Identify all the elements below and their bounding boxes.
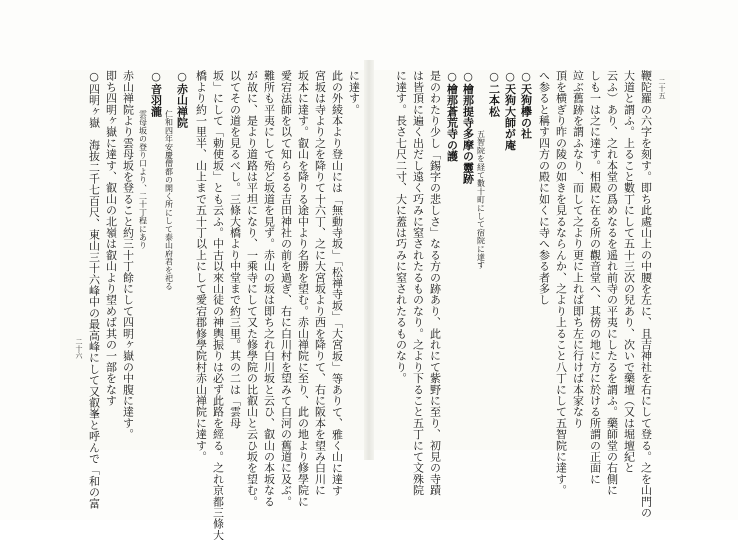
left-col-8: 以てその道を見るべし。三條大橋より中堂まで約三里。其の二は「雲母 [228,70,242,429]
right-heading-sacred-site: ○檜那提寺多摩の靈跡 [461,70,475,184]
right-col-3: 云ふ）あり、之れ本堂の爲めなるを遥れ前寺の平夷にしたるを謂ふ。藥師堂の右側に [605,70,619,496]
left-note-2: 雲母坂の登り口より、二十丁程にあり [138,110,148,250]
right-col-5: 竝ぶ舊跡を謂ふなり、而して之より更に上れば即ち左に行けば本家なり [571,70,585,429]
left-heading-sekizan-zenin: ○赤山禅院 [175,70,189,128]
left-note-1: 仁和四年安慶僧都の開く所にして泰山府君を祀る [164,110,174,291]
right-page [374,70,680,518]
right-note-1: 五智院を経て數十町にして宿院に達す [476,130,486,270]
right-page-number: 二十五 [658,78,666,99]
right-heading-temple-guard: ○檜那蒼荒寺の護 [445,70,459,162]
left-col-10: 橋より約一里半、山上まで五十丁以上にして愛宕郡修學院村赤山禅院に達す。 [194,70,208,462]
right-col-16: に達す。長さ七尺二寸、大に蓋は巧みに窒されたるものなり。 [394,70,408,384]
left-col-15: 赤山禅院より雲母坂を登ること約三十丁餘にして四明ヶ嶽の中腹に達す。 [121,70,135,440]
left-col-6: 難所も平夷にして殆ど坂道を見ず。赤山の坂は即ち之れ白川坂と云ひ、叡山の本坂なる [262,70,276,507]
left-col-9: 坂」にして「勅使坂」とも云ふ。中古以來山徒の神輿振りは必ず此路を經る。之れ京都三條大 [211,70,225,540]
right-col-7: へ参ると稱す四方の殿に如くに寺へ参る者多し [537,70,551,306]
right-col-4: しも一は之に達す。相殿に在る所の觀音堂へ、其傍の地に方に於ける所謂の正面に [588,70,602,485]
left-page-number: 二十六 [75,338,83,359]
right-col-1: 鞭陀羅の六字を刻す。即ち此處山上の中腰を左に、且吉神社を右にして登る。之を山門の [639,70,653,518]
right-col-15: は皆頂に遍く出だし遠く巧みに窒されたるものなり。之より下ること五丁にて文殊院 [411,70,425,496]
left-heading-otowa-falls: ○音羽瀧 [149,70,163,117]
right-col-2: 大道と謂ふ。上ること數丁にして五十三次の兒あり、次いで藥壇（又は堀壇紀と [622,70,636,474]
right-heading-tengu-hermitage: ○天狗大師が庵 [503,70,517,151]
left-col-7: が故に、是より道路は平坦になり、一乘寺にして又た修學院の比叡山と云ひ坂を望む。 [245,70,259,507]
left-col-4: 坂本に達す。叡山を降りる途中より名勝を望む。赤山禅院に至り、此の地より修學院に [296,70,310,507]
right-col-14: 是のわたり少し「錫字の悲しさ」なる方の跡あり、此れにて紫野に至り、初見の寺蹟 [428,70,442,496]
left-page [60,70,364,540]
left-col-16: 即ち四明ヶ嶽に達す、叡山の北嶺は叡山より望めば其の一部をなす [104,70,118,406]
left-col-5: 愛宕法師を以て知らるる吉田神社の前を過ぎ、右に白川村を望みて白河の舊道に及ぶ。 [279,70,293,507]
left-col-17: ○四明ヶ嶽 海抜二千七百尺、東山三十六峰中の最高峰にして又叡峯と呼んで「和の富 [87,70,101,509]
right-col-6: 頂を横ぎり昨の陵の如きを見るならんか、之より上ること八丁にして五智院に達す。 [554,70,568,496]
left-col-2: 此の外綾本より登山には「無動寺坂」「松禅寺坂」「大宮坂」等ありて、雅く山に達す [330,70,344,496]
right-heading-tengu-shrine: ○天狗欅の社 [519,70,533,140]
book-gutter [364,60,374,460]
left-col-1: に達す。 [347,70,361,115]
left-col-3: 宮坂は寺より之を降りて十六丁、之に大宮坂より西を降りて、右に阪本を望み白川に [313,70,327,496]
right-heading-nihonmatsu: ○二本松 [487,70,501,117]
